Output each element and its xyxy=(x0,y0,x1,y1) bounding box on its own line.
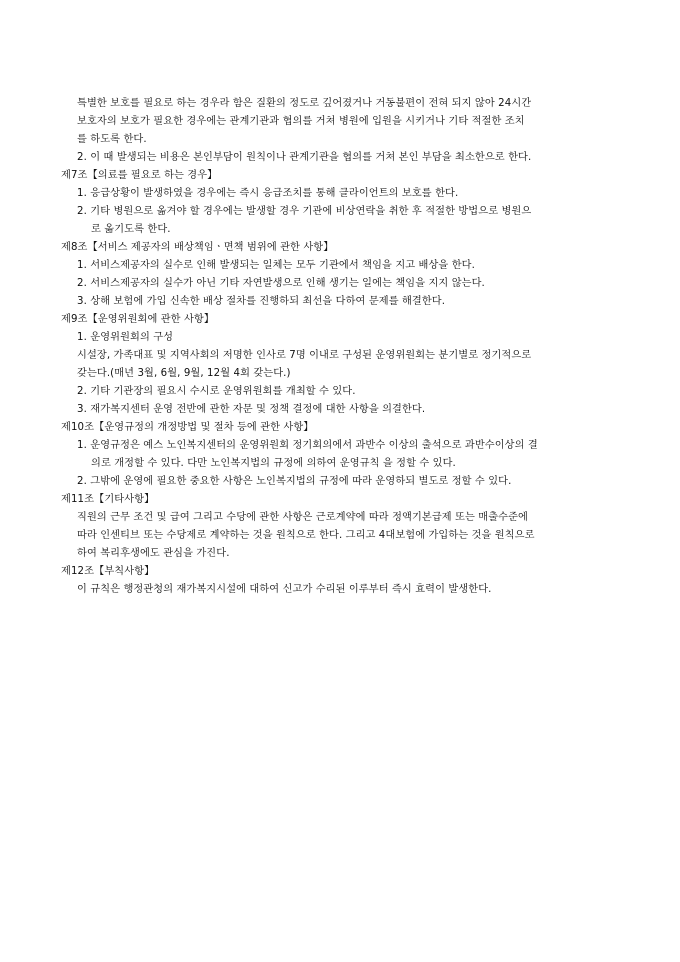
body-text-line: 특별한 보호를 필요로 하는 경우라 함은 질환의 정도로 깊어졌거나 거동불편이 전혀 되지 않아 24시간 xyxy=(77,98,532,109)
list-item: 1. 운영규정은 예스 노인복지센터의 운영위원회 정기회의에서 과반수 이상의 출석으로 과반수이상의 결 xyxy=(77,440,538,451)
list-item: 1. 운영위원회의 구성 xyxy=(77,332,174,343)
list-item: 3. 상해 보험에 가입 신속한 배상 절차를 진행하되 최선을 다하여 문제를 해결한다. xyxy=(77,296,446,307)
article-heading-12: 제12조【부칙사항】 xyxy=(61,566,155,577)
article-heading-8: 제8조【서비스 제공자의 배상책임ㆍ면책 범위에 관한 사항】 xyxy=(61,242,334,253)
body-text-line: 따라 인센티브 또는 수당제로 계약하는 것을 원칙으로 한다. 그리고 4대보험에 가입하는 것을 원칙으로 xyxy=(77,530,535,541)
body-text-line: 하여 복리후생에도 관심을 가진다. xyxy=(77,548,230,559)
list-item: 2. 기타 기관장의 필요시 수시로 운영위원회를 개최할 수 있다. xyxy=(77,386,356,397)
body-text-line: 보호자의 보호가 필요한 경우에는 관계기관과 협의를 거쳐 병원에 입원을 시키거나 기타 적절한 조치 xyxy=(77,116,525,127)
list-item: 3. 재가복지센터 운영 전반에 관한 자문 및 정책 결정에 대한 사항을 의결한다. xyxy=(77,404,426,415)
list-item: 2. 이 때 발생되는 비용은 본인부담이 원칙이나 관계기관을 협의를 거쳐 본인 부담을 최소한으로 한다. xyxy=(77,152,532,163)
body-text-line: 갖는다.(매년 3월, 6월, 9월, 12월 4회 갖는다.) xyxy=(77,368,291,379)
list-item: 2. 서비스제공자의 실수가 아닌 기타 자연발생으로 인해 생기는 일에는 책임을 지지 않는다. xyxy=(77,278,485,289)
list-item-continuation: 의로 개정할 수 있다. 다만 노인복지법의 규정에 의하여 운영규칙 을 정할 수 있다. xyxy=(91,458,456,469)
list-item: 2. 기타 병원으로 옮겨야 할 경우에는 발생할 경우 기관에 비상연락을 취한 후 적절한 방법으로 병원으 xyxy=(77,206,532,217)
list-item: 1. 서비스제공자의 실수로 인해 발생되는 일체는 모두 기관에서 책임을 지고 배상을 한다. xyxy=(77,260,475,271)
article-heading-11: 제11조【기타사항】 xyxy=(61,494,155,505)
body-text-line: 직원의 근무 조건 및 급여 그리고 수당에 관한 사항은 근로계약에 따라 정액기본급제 또는 매출수준에 xyxy=(77,512,528,523)
list-item-continuation: 로 옮기도록 한다. xyxy=(91,224,171,235)
article-heading-9: 제9조【운영위원회에 관한 사항】 xyxy=(61,314,215,325)
list-item: 1. 응급상황이 발생하였을 경우에는 즉시 응급조치를 통해 클라이언트의 보호를 한다. xyxy=(77,188,459,199)
article-heading-10: 제10조【운영규정의 개정방법 및 절차 등에 관한 사항】 xyxy=(61,422,314,433)
body-text-line: 를 하도록 한다. xyxy=(77,134,147,145)
article-heading-7: 제7조【의료를 필요로 하는 경우】 xyxy=(61,170,218,181)
list-item: 2. 그밖에 운영에 필요한 중요한 사항은 노인복지법의 규정에 따라 운영하되 별도로 정할 수 있다. xyxy=(77,476,512,487)
body-text-line: 이 규칙은 행정관청의 재가복지시설에 대하여 신고가 수리된 이루부터 즉시 효력이 발생한다. xyxy=(77,584,492,595)
body-text-line: 시설장, 가족대표 및 지역사회의 저명한 인사로 7명 이내로 구성된 운영위원회는 분기별로 정기적으로 xyxy=(77,350,532,361)
